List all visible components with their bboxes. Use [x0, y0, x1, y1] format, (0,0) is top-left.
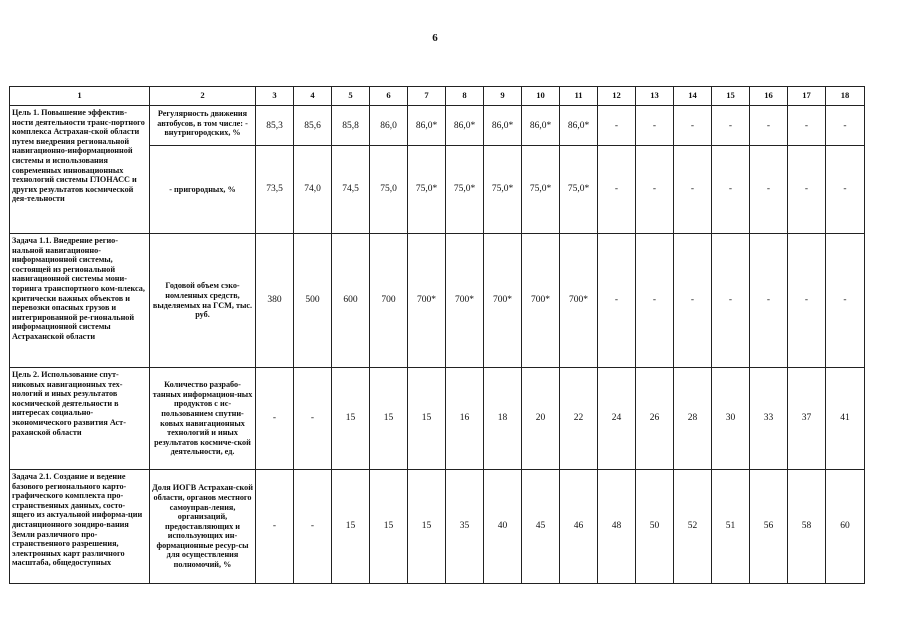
- value-cell: 15: [408, 470, 446, 584]
- column-header-15: 15: [712, 87, 750, 106]
- value-cell: 85,3: [256, 106, 294, 146]
- value-cell: -: [294, 470, 332, 584]
- goal-cell: Цель 1. Повышение эффектив-ности деятельности транс-портного комплекса Астрахан-ской области путем внедрения региональной навигационно-информационной системы и использования современных инновационных технологий системы ГЛОНАСС и других результатов космической дея-тельности: [10, 106, 150, 234]
- column-header-4: 4: [294, 87, 332, 106]
- value-cell: 700*: [446, 234, 484, 368]
- value-cell: -: [636, 106, 674, 146]
- value-cell: 75,0*: [560, 146, 598, 234]
- value-cell: 48: [598, 470, 636, 584]
- value-cell: 700*: [560, 234, 598, 368]
- value-cell: -: [750, 146, 788, 234]
- value-cell: 75,0*: [484, 146, 522, 234]
- value-cell: 86,0*: [446, 106, 484, 146]
- value-cell: 35: [446, 470, 484, 584]
- indicator-cell: Годовой объем сэко-номленных средств, выделяемых на ГСМ, тыс. руб.: [150, 234, 256, 368]
- value-cell: -: [750, 234, 788, 368]
- value-cell: 600: [332, 234, 370, 368]
- value-cell: 37: [788, 368, 826, 470]
- value-cell: 74,0: [294, 146, 332, 234]
- value-cell: -: [826, 146, 865, 234]
- value-cell: -: [674, 146, 712, 234]
- value-cell: 16: [446, 368, 484, 470]
- value-cell: 75,0*: [522, 146, 560, 234]
- value-cell: -: [294, 368, 332, 470]
- value-cell: 15: [332, 368, 370, 470]
- table-body: [10, 106, 865, 584]
- value-cell: 33: [750, 368, 788, 470]
- column-header-1: 1: [10, 87, 150, 106]
- value-cell: 86,0*: [408, 106, 446, 146]
- value-cell: 45: [522, 470, 560, 584]
- value-cell: -: [826, 106, 865, 146]
- value-cell: 50: [636, 470, 674, 584]
- value-cell: -: [712, 234, 750, 368]
- value-cell: 22: [560, 368, 598, 470]
- goal-cell: Цель 2. Использование спут-никовых навигационных тех-нологий и иных результатов космической деятельности в интересах социально-экономического развития Аст-раханской области: [10, 368, 150, 470]
- indicators-table: [9, 86, 865, 584]
- value-cell: 24: [598, 368, 636, 470]
- column-header-7: 7: [408, 87, 446, 106]
- value-cell: 30: [712, 368, 750, 470]
- column-header-16: 16: [750, 87, 788, 106]
- column-header-11: 11: [560, 87, 598, 106]
- value-cell: 28: [674, 368, 712, 470]
- value-cell: 58: [788, 470, 826, 584]
- value-cell: 75,0*: [408, 146, 446, 234]
- column-header-17: 17: [788, 87, 826, 106]
- value-cell: 75,0*: [446, 146, 484, 234]
- column-header-6: 6: [370, 87, 408, 106]
- value-cell: -: [788, 106, 826, 146]
- value-cell: -: [256, 470, 294, 584]
- table-row: [10, 234, 865, 368]
- value-cell: 500: [294, 234, 332, 368]
- value-cell: 15: [408, 368, 446, 470]
- column-header-12: 12: [598, 87, 636, 106]
- value-cell: 86,0*: [484, 106, 522, 146]
- value-cell: 51: [712, 470, 750, 584]
- indicator-cell: - пригородных, %: [150, 146, 256, 234]
- column-header-5: 5: [332, 87, 370, 106]
- value-cell: 75,0: [370, 146, 408, 234]
- indicator-cell: Доля ИОГВ Астрахан-ской области, органов местного самоуправ-ления, организаций, предоставляющих и использующих ин-формационные ресур-сы для осуществления полномочий, %: [150, 470, 256, 584]
- value-cell: -: [598, 146, 636, 234]
- page-number: 6: [432, 32, 438, 44]
- value-cell: 86,0*: [522, 106, 560, 146]
- column-header-14: 14: [674, 87, 712, 106]
- value-cell: -: [636, 234, 674, 368]
- value-cell: 18: [484, 368, 522, 470]
- value-cell: 73,5: [256, 146, 294, 234]
- value-cell: -: [788, 146, 826, 234]
- indicator-cell: Количество разрабо-танных информацион-ных продуктов с ис-пользованием спутни-ковых навигационных технологий и иных результатов космиче-ской деятельности, ед.: [150, 368, 256, 470]
- value-cell: -: [674, 106, 712, 146]
- value-cell: -: [826, 234, 865, 368]
- value-cell: 15: [370, 470, 408, 584]
- table-row: [10, 368, 865, 470]
- column-header-3: 3: [256, 87, 294, 106]
- value-cell: 85,8: [332, 106, 370, 146]
- value-cell: 86,0: [370, 106, 408, 146]
- indicator-cell: Регулярность движения автобусов, в том числе: - внутригородских, %: [150, 106, 256, 146]
- value-cell: -: [712, 146, 750, 234]
- table-row: [10, 106, 865, 146]
- table-row: [10, 470, 865, 584]
- value-cell: -: [674, 234, 712, 368]
- goal-cell: Задача 2.1. Создание и ведение базового регионального карто-графического комплекта про-странственных данных, состо-ящего из актуальной информа-ции дистанционного зондиро-вания Земли различного про-странственного разрешения, электронных карт различного масштаба, общедоступных: [10, 470, 150, 584]
- value-cell: 26: [636, 368, 674, 470]
- value-cell: -: [636, 146, 674, 234]
- value-cell: -: [598, 234, 636, 368]
- value-cell: -: [598, 106, 636, 146]
- column-header-18: 18: [826, 87, 865, 106]
- value-cell: -: [256, 368, 294, 470]
- value-cell: -: [788, 234, 826, 368]
- value-cell: 700: [370, 234, 408, 368]
- column-header-10: 10: [522, 87, 560, 106]
- value-cell: 700*: [408, 234, 446, 368]
- value-cell: -: [750, 106, 788, 146]
- value-cell: 74,5: [332, 146, 370, 234]
- value-cell: 41: [826, 368, 865, 470]
- value-cell: 52: [674, 470, 712, 584]
- value-cell: 380: [256, 234, 294, 368]
- column-header-9: 9: [484, 87, 522, 106]
- column-header-13: 13: [636, 87, 674, 106]
- value-cell: 86,0*: [560, 106, 598, 146]
- value-cell: 56: [750, 470, 788, 584]
- column-header-2: 2: [150, 87, 256, 106]
- value-cell: 60: [826, 470, 865, 584]
- goal-cell: Задача 1.1. Внедрение регио-нальной навигационно-информационной системы, состоящей из региональной навигационной системы мони-торинга транспортного ком-плекса, критически важных объектов и перевозки опасных грузов и интегрированной ре-гиональной информационной системы Астраханской области: [10, 234, 150, 368]
- value-cell: 700*: [484, 234, 522, 368]
- value-cell: -: [712, 106, 750, 146]
- value-cell: 700*: [522, 234, 560, 368]
- value-cell: 15: [370, 368, 408, 470]
- value-cell: 20: [522, 368, 560, 470]
- value-cell: 46: [560, 470, 598, 584]
- value-cell: 40: [484, 470, 522, 584]
- value-cell: 85,6: [294, 106, 332, 146]
- header-row: [10, 87, 865, 106]
- column-header-8: 8: [446, 87, 484, 106]
- value-cell: 15: [332, 470, 370, 584]
